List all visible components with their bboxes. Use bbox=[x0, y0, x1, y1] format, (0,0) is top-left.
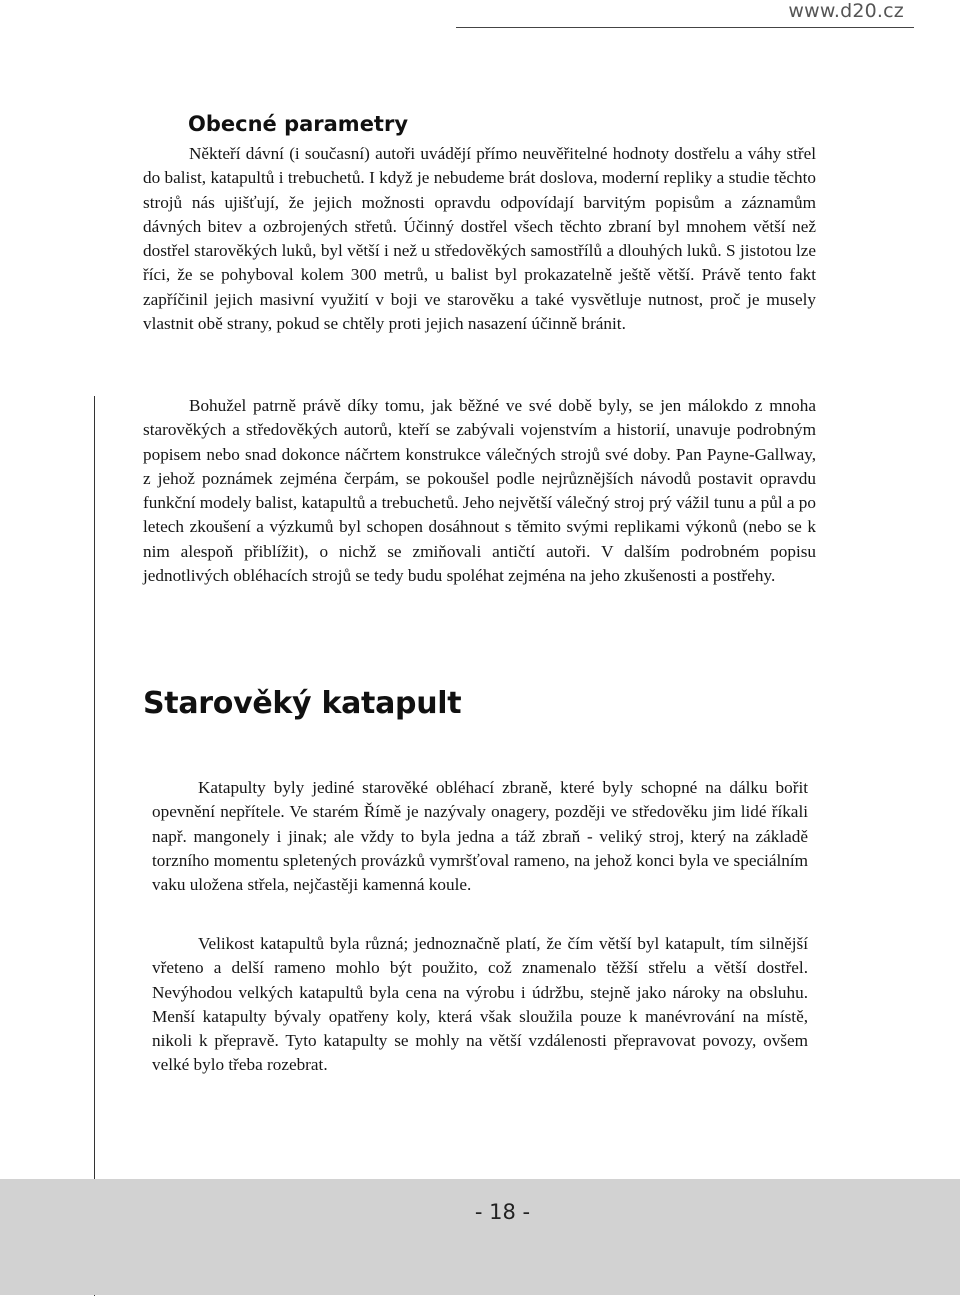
page-number: - 18 - bbox=[474, 1200, 531, 1224]
chapter-title-ancient-catapult: Starověký katapult bbox=[143, 686, 462, 721]
paragraph: Velikost katapultů byla různá; jednoznačně platí, že čím větší byl katapult, tím silnější vřeteno a delší rameno mohlo být použito, což znamenalo těžší střelu a větší dostřel. Nevýhodou velkých katapultů byla cena na výrobu i údržbu, stejně jako nároky na obsluhu. Menší katapulty bývaly opatřeny koly, která však sloužila pouze k manévrování na místě, nikoli k přepravě. Tyto katapulty se mohly na větší vzdálenosti přepravovat povozy, ovšem velké bylo třeba rozebrat. bbox=[152, 934, 808, 1075]
site-url[interactable]: www.d20.cz bbox=[788, 0, 904, 22]
paragraph: Katapulty byly jediné starověké obléhací zbraně, které byly schopné na dálku bořit opevnění nepřítele. Ve starém Římě je nazývaly onagery, později ve středověku jim lidé říkali např. mangonely i jinak; ale vždy to byla jedna a táž zbraň - veliký stroj, který na základě torzního momentu spletených provázků vymršťoval rameno, na jehož konci byla ve speciálním vaku uložena střela, nejčastěji kamenná koule. bbox=[152, 778, 808, 895]
margin-vertical-rule bbox=[94, 396, 95, 1296]
header-divider bbox=[456, 27, 914, 28]
paragraph: Někteří dávní (i současní) autoři uvádějí přímo neuvěřitelné hodnoty dostřelu a váhy střel do balist, katapultů i trebuchetů. I když je nebudeme brát doslova, moderní repliky a studie těchto strojů nás ujišťují, že jejich možnosti opravdu odpovídají barvitým popisům a záznamům dávných bitev a ozbrojených střetů. Účinný dostřel všech těchto zbraní byl mnohem větší než dostřel starověkých luků, byl větší i než u středověkých samostřílů a dlouhých luků. S jistotou lze říci, že se pohyboval kolem 300 metrů, u balist byl prokazatelně ještě větší. Právě tento fakt zapříčinil jejich masivní využití v boji ve starověku a také vysvětluje nutnost, proč je musely vlastnit obě strany, pokud se chtěly proti jejich nasazení účinně bránit. bbox=[143, 144, 816, 334]
paragraph: Bohužel patrně právě díky tomu, jak běžné ve své době byly, se jen málokdo z mnoha starověkých a středověkých autorů, kteří se zabývali vojenstvím a historií, unavuje podrobným popisem nebo snad dokonce náčrtem konstrukce válečných strojů své doby. Pan Payne-Gallway, z jehož poznámek zejména čerpám, se pokoušel podle nejrůznějších návodů postavit opravdu funkční modely balist, katapultů a trebuchetů. Jeho největší válečný stroj prý vážil tunu a půl a po letech zkoušení a výzkumů byl schopen dosáhnout s těmito svými replikami výkonů (nebo se k nim alespoň přiblížit), o nichž se zmiňovali antičtí autoři. V dalším podrobném popisu jednotlivých obléhacích strojů se tedy budu spoléhat zejména na jeho zkušenosti a postřehy. bbox=[143, 396, 816, 586]
footer-band bbox=[0, 1179, 960, 1295]
section-heading-general-parameters: Obecné parametry bbox=[188, 112, 409, 136]
